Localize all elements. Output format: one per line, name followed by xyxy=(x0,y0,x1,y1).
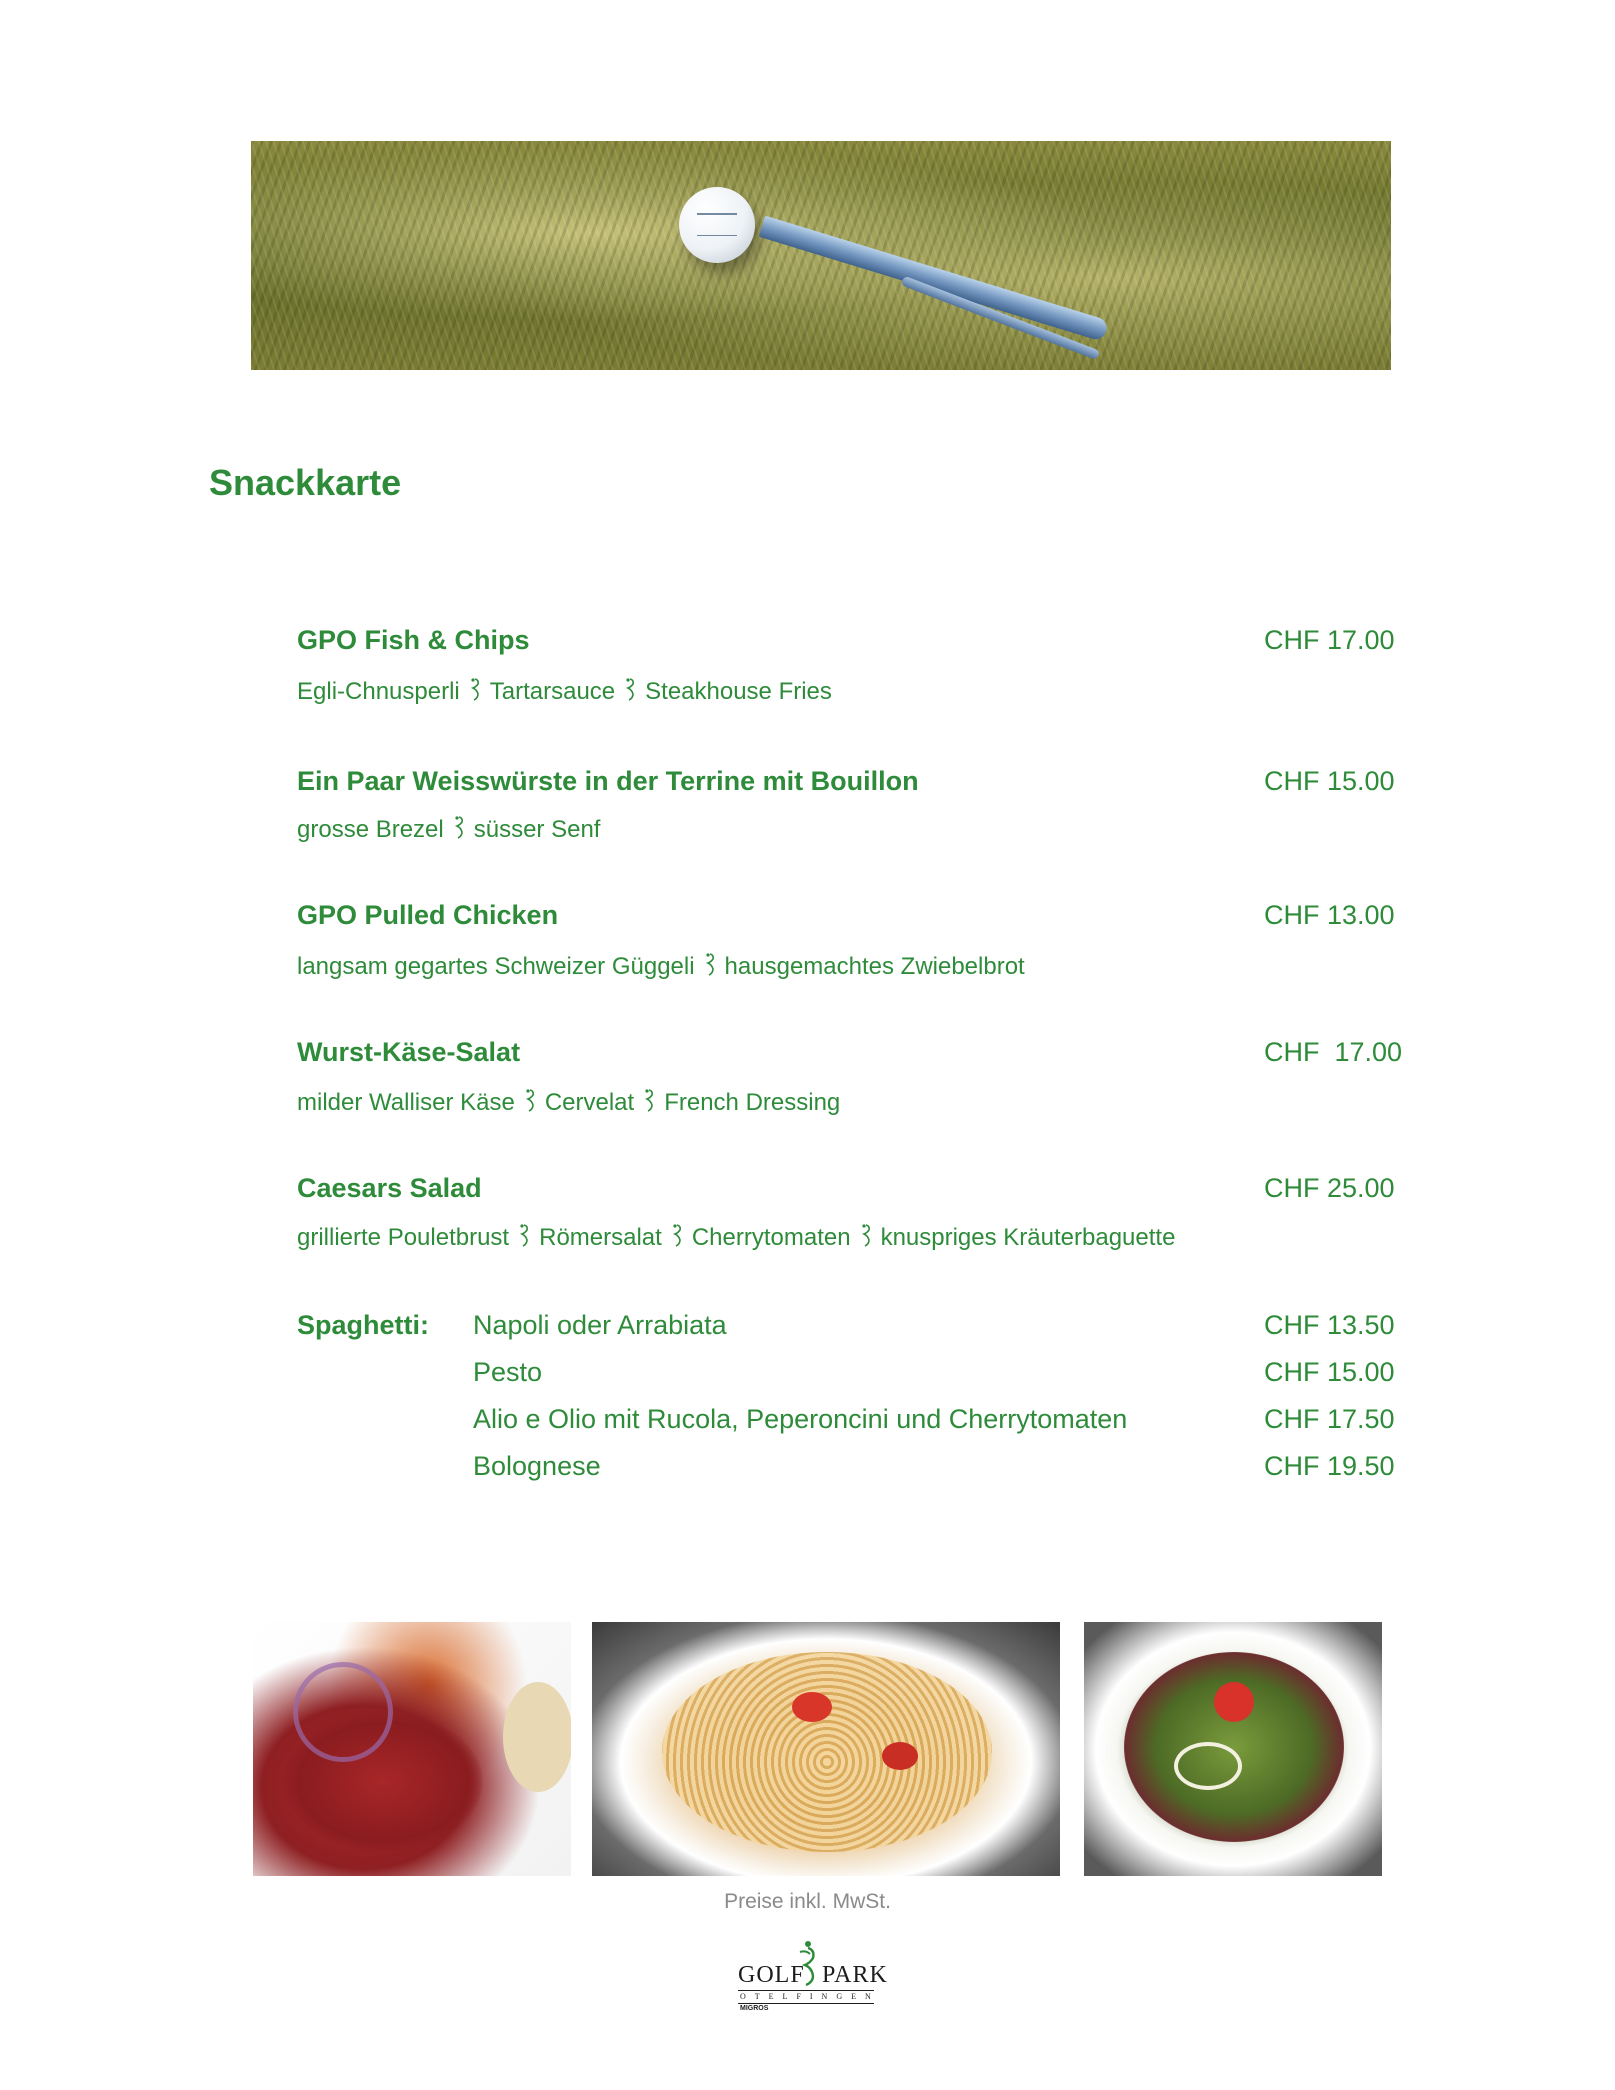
desc-part: langsam gegartes Schweizer Güggeli xyxy=(297,953,695,980)
knife xyxy=(755,210,1111,354)
logo-text-golf: GOLF xyxy=(738,1962,805,1988)
item-price-pulled-chicken: CHF 13.00 xyxy=(1264,900,1395,930)
spaghetti-price: CHF 15.00 xyxy=(1264,1357,1395,1387)
golfer-separator-icon xyxy=(621,677,639,701)
item-price-weisswuerste: CHF 15.00 xyxy=(1264,766,1395,796)
page-title: Snackkarte xyxy=(209,462,402,503)
spaghetti-price: CHF 19.50 xyxy=(1264,1451,1395,1481)
photo-spaghetti xyxy=(592,1622,1060,1876)
golfpark-logo xyxy=(738,1940,888,2018)
logo-town: OTELFINGEN xyxy=(740,1992,880,2001)
item-name-weisswuerste: Ein Paar Weisswürste in der Terrine mit Bouillon xyxy=(297,766,919,796)
item-desc-pulled-chicken xyxy=(297,952,1025,981)
item-desc-caesars-salad xyxy=(297,1223,1175,1252)
spaghetti-variant: Alio e Olio mit Rucola, Peperoncini und Cherrytomaten xyxy=(473,1404,1128,1434)
footer-note: Preise inkl. MwSt. xyxy=(724,1890,891,1913)
item-price-fish-chips: CHF 17.00 xyxy=(1264,625,1395,655)
desc-part: knuspriges Kräuterbaguette xyxy=(880,1224,1176,1251)
desc-part: French Dressing xyxy=(664,1089,841,1116)
hero-image-golf-ball-knife xyxy=(251,141,1391,370)
golfer-separator-icon xyxy=(640,1088,658,1112)
desc-part: grosse Brezel xyxy=(297,816,444,843)
golfer-separator-icon xyxy=(668,1223,686,1247)
item-desc-wurst-kaese-salat xyxy=(297,1088,840,1117)
spaghetti-label: Spaghetti: xyxy=(297,1310,429,1340)
spaghetti-price: CHF 13.50 xyxy=(1264,1310,1395,1340)
golfer-icon xyxy=(794,1940,820,1986)
golfer-separator-icon xyxy=(521,1088,539,1112)
item-price-wurst-kaese-salat: CHF 17.00 xyxy=(1264,1037,1403,1067)
desc-part: Cervelat xyxy=(544,1089,635,1116)
golfer-separator-icon xyxy=(515,1223,533,1247)
golfer-separator-icon xyxy=(857,1223,875,1247)
desc-part: Römersalat xyxy=(539,1224,662,1251)
item-name-caesars-salad: Caesars Salad xyxy=(297,1173,482,1203)
item-price-caesars-salad: CHF 25.00 xyxy=(1264,1173,1395,1203)
photo-salad xyxy=(1084,1622,1382,1876)
photo-beef-tartare xyxy=(253,1622,571,1876)
logo-text-park: PARK xyxy=(822,1962,888,1988)
desc-part: hausgemachtes Zwiebelbrot xyxy=(724,953,1025,980)
desc-part: Cherrytomaten xyxy=(691,1224,851,1251)
golfer-separator-icon xyxy=(701,952,719,976)
spaghetti-variant: Pesto xyxy=(473,1357,543,1387)
desc-part: Egli-Chnusperli xyxy=(297,678,460,705)
desc-part: grillierte Pouletbrust xyxy=(297,1224,510,1251)
logo-brand: MIGROS xyxy=(740,2005,769,2012)
spaghetti-price: CHF 17.50 xyxy=(1264,1404,1395,1434)
golfer-separator-icon xyxy=(450,815,468,839)
item-desc-weisswuerste xyxy=(297,815,600,844)
item-name-fish-chips: GPO Fish & Chips xyxy=(297,625,530,655)
spaghetti-variant: Bolognese xyxy=(473,1451,601,1481)
desc-part: süsser Senf xyxy=(473,816,601,843)
item-desc-fish-chips xyxy=(297,677,832,706)
golfer-separator-icon xyxy=(466,677,484,701)
item-name-wurst-kaese-salat: Wurst-Käse-Salat xyxy=(297,1037,521,1067)
golf-ball xyxy=(679,187,755,263)
spaghetti-variant: Napoli oder Arrabiata xyxy=(473,1310,727,1340)
item-name-pulled-chicken: GPO Pulled Chicken xyxy=(297,900,559,930)
desc-part: Tartarsauce xyxy=(489,678,616,705)
desc-part: Steakhouse Fries xyxy=(645,678,832,705)
desc-part: milder Walliser Käse xyxy=(297,1089,515,1116)
